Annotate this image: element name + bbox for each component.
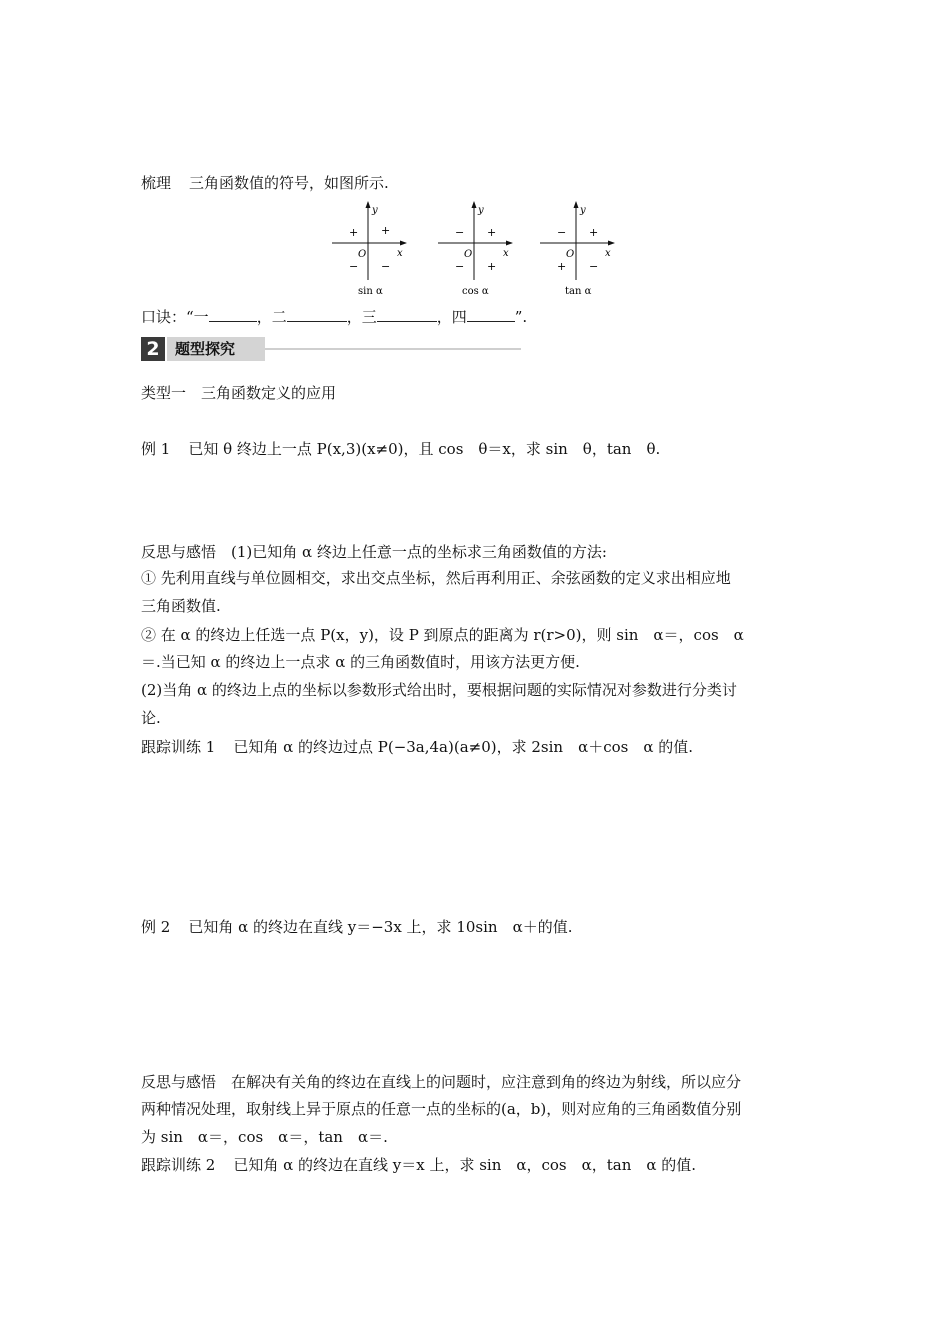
reflection-1-line-6: (2)当角 α 的终边上点的坐标以参数形式给出时，要根据问题的实际情况对参数进行分类讨 (141, 681, 737, 699)
y-axis-label: y (580, 205, 586, 216)
quadrant-1-sign: + (589, 226, 599, 239)
quadrant-3-sign: + (557, 260, 567, 273)
reflection-1-line-5: ＝.当已知 α 的终边上一点求 α 的三角函数值时，用该方法更方便. (141, 653, 580, 671)
reflection-1-line-4: ② 在 α 的终边上任选一点 P(x，y)，设 P 到原点的距离为 r(r>0)，则 sin α＝，cos α (141, 626, 744, 644)
type-heading: 类型一 三角函数定义的应用 (141, 384, 337, 402)
mnemonic-part-3: ，三 (346, 308, 377, 326)
practice-2 (141, 1154, 696, 1176)
example-2 (141, 916, 572, 938)
quadrant-4-sign: − (589, 260, 599, 273)
example-2-text: 已知角 α 的终边在直线 y＝−3x 上，求 10sin α＋的值. (188, 918, 573, 936)
diagram-caption: sin α (358, 286, 383, 297)
mnemonic-part-4: ，四 (436, 308, 467, 326)
x-axis-label: x (397, 248, 403, 259)
summary-line (141, 172, 389, 194)
mnemonic-part-5: ”. (514, 308, 528, 326)
mnemonic-part-2: ，二 (256, 308, 287, 326)
quadrant-4-sign: − (381, 260, 391, 273)
reflection-1-line-3: 三角函数值. (141, 597, 221, 615)
tan-sign-diagram (538, 200, 628, 300)
section-title: 题型探究 (167, 337, 265, 361)
blank-4 (467, 307, 515, 322)
practice-1-text: 已知角 α 的终边过点 P(−3a,4a)(a≠0)，求 2sin α＋cos α 的值. (233, 738, 694, 756)
quadrant-1-sign: + (487, 226, 497, 239)
reflection-1-line-1: 反思与感悟 (1)已知角 α 终边上任意一点的坐标求三角函数值的方法: (141, 543, 607, 561)
reflection-2-line-2: 两种情况处理，取射线上异于原点的任意一点的坐标的(a，b)，则对应角的三角函数值分别 (141, 1100, 742, 1118)
blank-3 (377, 307, 437, 322)
section-divider (265, 348, 521, 350)
quadrant-2-sign: + (349, 226, 359, 239)
reflection-2-line-3: 为 sin α＝，cos α＝，tan α＝. (141, 1128, 388, 1146)
quadrant-3-sign: − (349, 260, 359, 273)
diagram-caption: cos α (462, 286, 489, 297)
origin-label: O (358, 249, 367, 260)
mnemonic-line (141, 306, 527, 328)
quadrant-2-sign: − (455, 226, 465, 239)
blank-2 (287, 307, 347, 322)
origin-label: O (464, 249, 473, 260)
x-axis-label: x (605, 248, 611, 259)
example-2-label: 例 2 (141, 918, 171, 936)
mnemonic-part-1: “一 (186, 308, 209, 326)
blank-1 (209, 307, 257, 322)
practice-1-label: 跟踪训练 1 (141, 738, 216, 756)
reflection-1-line-7: 论. (141, 709, 161, 727)
example-1-text: 已知 θ 终边上一点 P(x,3)(x≠0)，且 cos θ＝x，求 sin θ，tan θ. (188, 440, 661, 458)
reflection-2-line-1: 反思与感悟 在解决有关角的终边在直线上的问题时，应注意到角的终边为射线，所以应分 (141, 1073, 742, 1091)
x-axis-label: x (503, 248, 509, 259)
mnemonic-label: 口诀： (141, 308, 187, 326)
section-heading (141, 337, 521, 361)
quadrant-1-sign: + (381, 224, 391, 237)
practice-2-label: 跟踪训练 2 (141, 1156, 216, 1174)
quadrant-3-sign: − (455, 260, 465, 273)
y-axis-label: y (372, 205, 378, 216)
summary-text: 三角函数值的符号，如图所示. (189, 174, 389, 192)
quadrant-2-sign: − (557, 226, 567, 239)
reflection-1-line-2: ① 先利用直线与单位圆相交，求出交点坐标，然后再利用正、余弦函数的定义求出相应地 (141, 569, 731, 587)
example-1 (141, 438, 660, 460)
section-number: 2 (141, 337, 165, 361)
quadrant-4-sign: + (487, 260, 497, 273)
example-1-label: 例 1 (141, 440, 171, 458)
summary-label: 梳理 (141, 174, 172, 192)
cos-sign-diagram (436, 200, 526, 300)
y-axis-label: y (478, 205, 484, 216)
practice-1 (141, 736, 693, 758)
practice-2-text: 已知角 α 的终边在直线 y＝x 上，求 sin α，cos α，tan α 的值. (233, 1156, 697, 1174)
sin-sign-diagram (330, 200, 420, 300)
origin-label: O (566, 249, 575, 260)
diagram-caption: tan α (565, 286, 592, 297)
